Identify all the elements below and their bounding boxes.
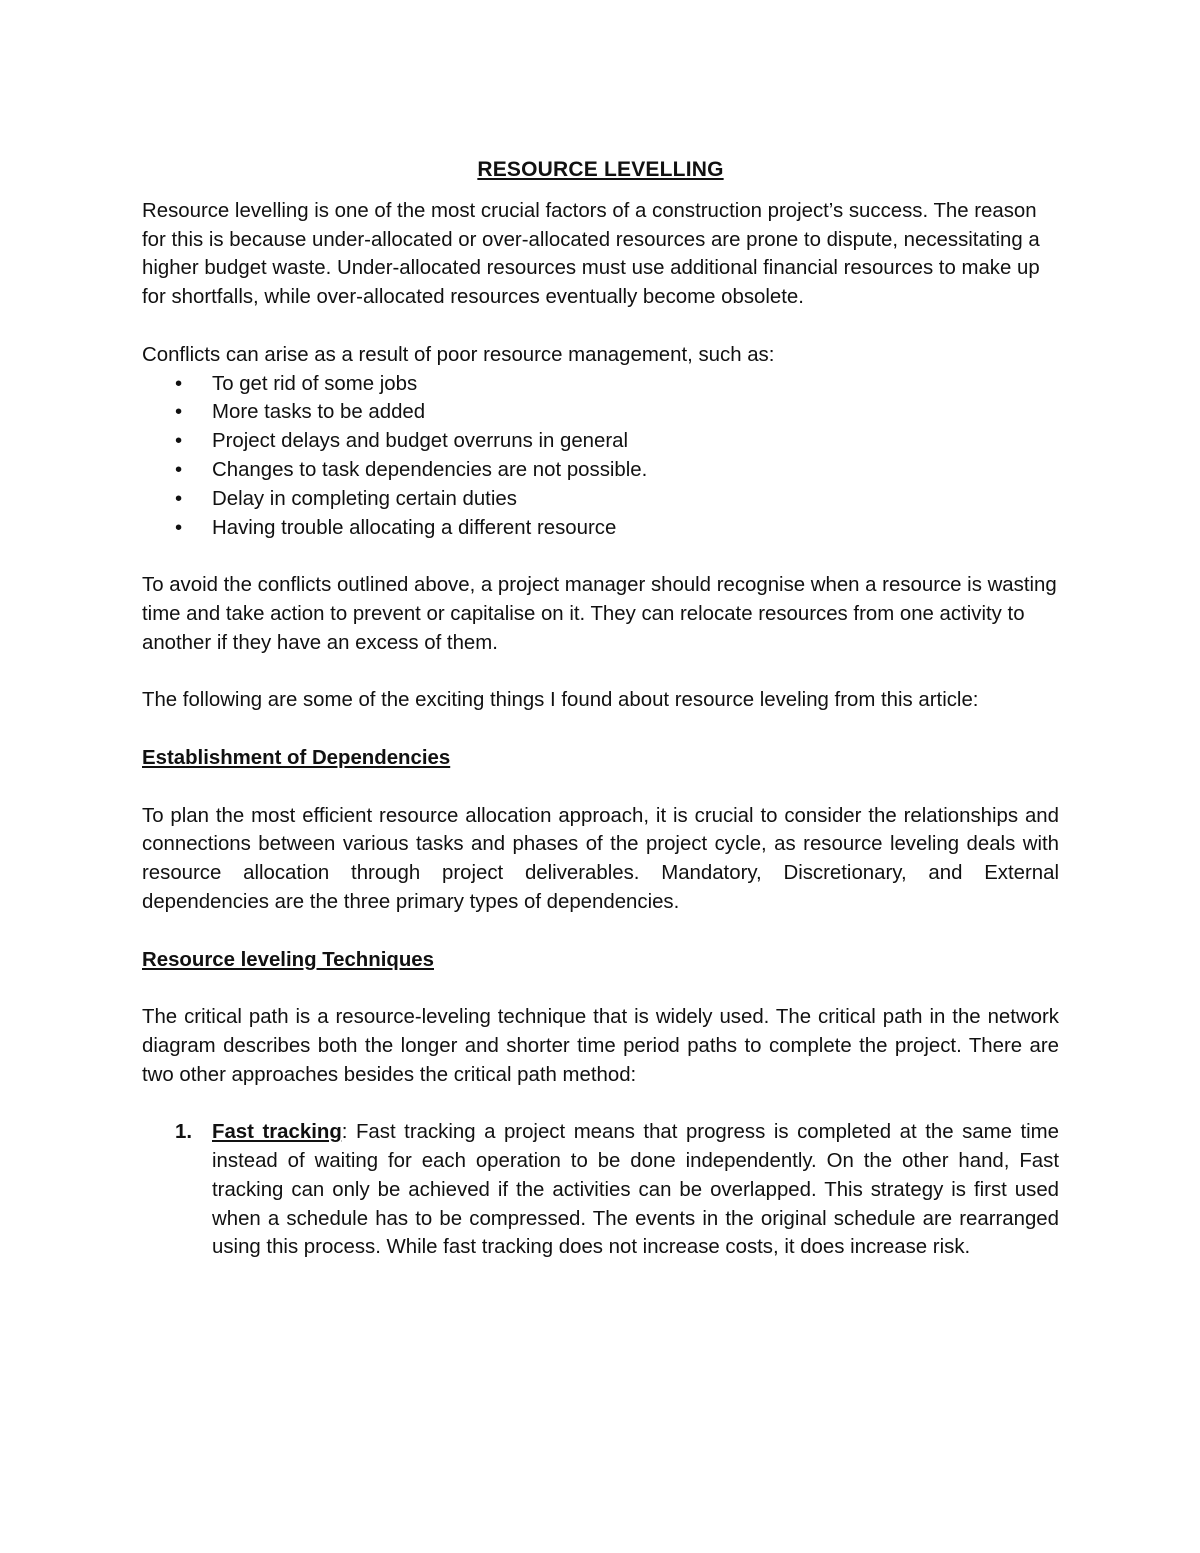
following-paragraph: The following are some of the exciting things I found about resource leveling from this article: (142, 689, 979, 712)
conflicts-lead-paragraph: Conflicts can arise as a result of poor resource management, such as: (142, 343, 775, 366)
list-item (142, 1118, 1059, 1262)
list-item-text: More tasks to be added (212, 401, 426, 424)
list-item-text: Project delays and budget overruns in general (212, 430, 629, 453)
avoid-conflicts-paragraph: To avoid the conflicts outlined above, a project manager should recognise when a resource is wasting time and take action to prevent or capitalise on it. They can relocate resources from one activity to another if they have an excess of them. (142, 574, 1057, 654)
list-item (142, 370, 1059, 399)
list-item-number: 1. (175, 1121, 193, 1144)
intro-paragraph: Resource levelling is one of the most crucial factors of a construction project’s success. The reason for this is because under-allocated or over-allocated resources are prone to dispute, necessitating a higher budget waste. Under-allocated resources must use additional financial resources to make up for shortfalls, while over-allocated resources eventually become obsolete. (142, 199, 1040, 309)
bullet-icon: • (175, 458, 183, 481)
list-item (142, 427, 1059, 456)
list-item-text: Changes to task dependencies are not possible. (212, 458, 648, 481)
bullet-icon: • (175, 401, 183, 424)
document-title: RESOURCE LEVELLING (477, 158, 724, 181)
bullet-icon: • (175, 516, 183, 539)
bullet-icon: • (175, 487, 183, 510)
conflicts-list (142, 370, 1059, 543)
list-item-text: Having trouble allocating a different resource (212, 516, 617, 539)
list-item-text: To get rid of some jobs (212, 372, 418, 395)
technique-description: Fast tracking a project means that progress is completed at the same time instead of waiting for each operation to be done independently. On the other hand, Fast tracking can only be achieved if the activities can be overlapped. This strategy is first used when a schedule has to be compressed. The events in the original schedule are rearranged using this process. While fast tracking does not increase costs, it does increase risk. (212, 1121, 1059, 1259)
bullet-icon: • (175, 372, 183, 395)
technique-term: Fast tracking (212, 1121, 342, 1144)
list-item (142, 456, 1059, 485)
list-item (142, 514, 1059, 543)
bullet-icon: • (175, 430, 183, 453)
section-heading-techniques: Resource leveling Techniques (142, 948, 434, 971)
techniques-list (142, 1118, 1059, 1262)
techniques-paragraph: The critical path is a resource-leveling technique that is widely used. The critical path in the network diagram describes both the longer and shorter time period paths to complete the project. There are two other approaches besides the critical path method: (142, 1006, 1059, 1086)
list-item-text: Delay in completing certain duties (212, 487, 517, 510)
technique-term-separator: : (341, 1121, 348, 1144)
section-heading-dependencies: Establishment of Dependencies (142, 746, 451, 769)
dependencies-paragraph: To plan the most efficient resource allocation approach, it is crucial to consider the relationships and connections between various tasks and phases of the project cycle, as resource leveling deals with resource allocation through project deliverables. Mandatory, Discretionary, and External dependencies are the three primary types of dependencies. (142, 804, 1059, 913)
list-item (142, 398, 1059, 427)
list-item (142, 485, 1059, 514)
